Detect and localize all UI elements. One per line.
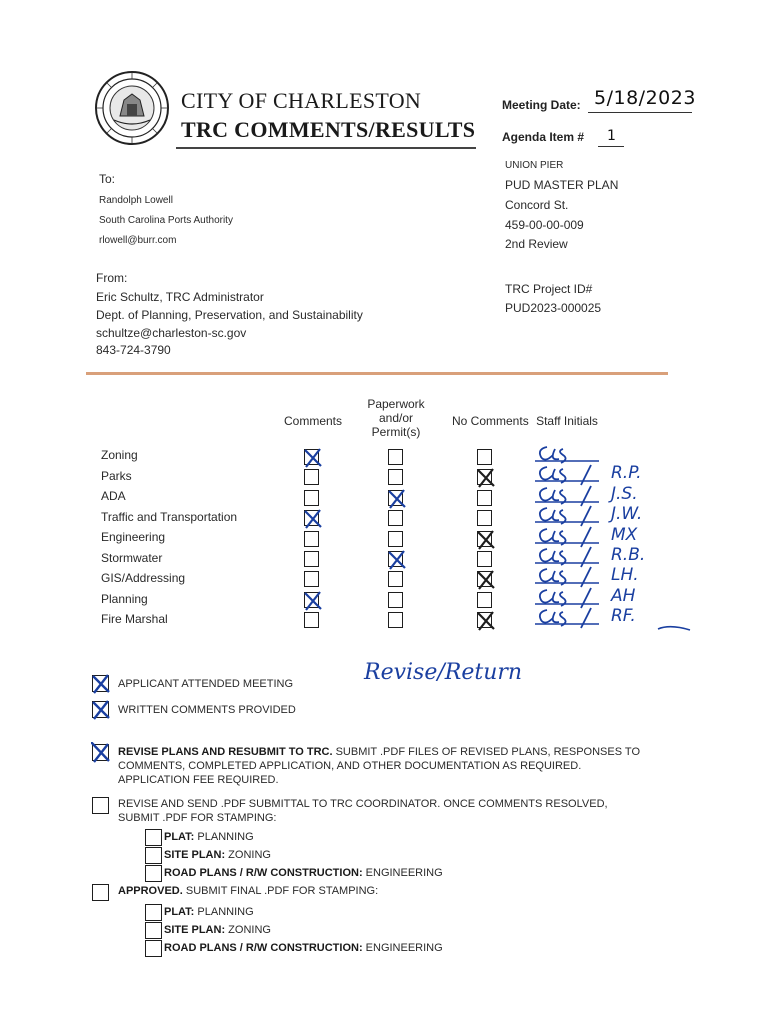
checkbox-ada-comments[interactable] [304,490,319,506]
paperwork-line2: and/or [378,411,414,425]
trc-project-id-value: PUD2023-000025 [505,301,602,315]
approved-plat-checkbox[interactable] [145,904,162,921]
reviewer-initials-stormwater: R.B. [611,545,646,565]
checkbox-planning-no-comments[interactable] [477,592,492,608]
approved-road-plans-label [164,941,443,955]
column-header-no-comments: No Comments [452,414,529,428]
revise-send-road-plans-checkbox[interactable] [145,865,162,882]
checkmark-x-icon [387,488,407,510]
reviewer-initials-traffic-and-transportation: J.W. [611,504,643,524]
approved-plat-bold: PLAT: [164,906,195,918]
reviewer-initials-fire-marshal: RF. [611,606,636,626]
revise-send-plat-label [164,830,254,844]
reviewer-initials-parks: R.P. [611,463,642,483]
approved-plat-label [164,905,254,919]
blank-area [318,702,628,724]
checkmark-x-icon [476,467,496,489]
revise-send-site-plan-checkbox[interactable] [145,847,162,864]
trc-project-id-label: TRC Project ID# [505,282,593,296]
applicant-attended-checkbox[interactable] [92,675,109,692]
plat-bold: PLAT: [164,831,195,843]
checkbox-gis-addressing-paperwork[interactable] [388,571,403,587]
revise-send-checkbox[interactable] [92,797,109,814]
to-label: To: [99,172,116,186]
checkbox-parks-paperwork[interactable] [388,469,403,485]
checkmark-x-icon [476,610,496,632]
section-separator [86,372,668,375]
checkbox-fire-marshal-paperwork[interactable] [388,612,403,628]
column-header-staff-initials: Staff Initials [536,414,598,428]
handwritten-revise-return: Revise/Return [364,660,523,685]
meeting-date-underline [588,112,692,113]
city-seal-logo [94,70,170,146]
checkmark-x-icon [303,447,323,469]
revise-send-road-plans-label [164,866,443,880]
approved-road-plans-checkbox[interactable] [145,940,162,957]
checkmark-x-icon [303,590,323,612]
dept-label-planning: Planning [101,592,148,606]
checkbox-planning-comments[interactable] [304,592,319,608]
checkbox-traffic-and-transportation-no-comments[interactable] [477,510,492,526]
reviewer-initials-ada: J.S. [611,484,638,504]
dept-label-gis: GIS/Addressing [101,571,186,585]
revise-send-text [118,797,608,825]
staff-signature-fire-marshal [533,604,605,630]
agenda-item-underline [598,146,624,147]
checkmark-x-icon [476,529,496,551]
road-plans-text: ENGINEERING [362,867,443,879]
revise-resubmit-line1: SUBMIT .PDF FILES OF REVISED PLANS, RESPONSES TO [332,746,640,758]
revise-resubmit-line3: APPLICATION FEE REQUIRED. [118,774,279,786]
checkbox-ada-paperwork[interactable] [388,490,403,506]
checkbox-zoning-no-comments[interactable] [477,449,492,465]
document-subtitle: TRC COMMENTS/RESULTS [181,117,476,142]
project-tms: 459-00-00-009 [505,218,584,232]
checkbox-traffic-and-transportation-comments[interactable] [304,510,319,526]
checkbox-stormwater-no-comments[interactable] [477,551,492,567]
reviewer-initials-gis-addressing: LH. [611,565,639,585]
reviewer-initials-planning: AH [611,586,636,606]
checkbox-ada-no-comments[interactable] [477,490,492,506]
from-department: Dept. of Planning, Preservation, and Sustainability [96,308,363,322]
approved-site-plan-checkbox[interactable] [145,922,162,939]
revise-send-line1: REVISE AND SEND .PDF SUBMITTAL TO TRC COORDINATOR. ONCE COMMENTS RESOLVED, [118,798,608,810]
revise-send-line2: SUBMIT .PDF FOR STAMPING: [118,812,277,824]
meeting-date-value: 5/18/2023 [594,87,696,109]
to-name: Randolph Lowell [99,195,173,206]
approved-text [118,884,378,898]
checkmark-x-icon [91,673,111,695]
checkmark-x-icon [476,569,496,591]
site-plan-bold: SITE PLAN: [164,849,226,861]
written-comments-checkbox[interactable] [92,701,109,718]
dept-label-stormwater: Stormwater [101,551,163,565]
approved-plat-text: PLANNING [194,906,254,918]
checkmark-x-icon [303,508,323,530]
approved-road-plans-bold: ROAD PLANS / R/W CONSTRUCTION: [164,942,363,954]
paperwork-line1: Paperwork [367,397,425,411]
revise-send-site-plan-label [164,848,271,862]
to-email: rlowell@burr.com [99,235,177,246]
approved-site-plan-bold: SITE PLAN: [164,924,226,936]
dept-label-ada: ADA [101,489,126,503]
checkbox-zoning-comments[interactable] [304,449,319,465]
from-name: Eric Schultz, TRC Administrator [96,290,264,304]
dept-label-engineering: Engineering [101,530,166,544]
project-review: 2nd Review [505,237,568,251]
from-email: schultze@charleston-sc.gov [96,326,247,340]
project-name: UNION PIER [505,160,564,171]
paperwork-line3: Permit(s) [371,425,421,439]
checkmark-x-icon [91,699,111,721]
from-phone: 843-724-3790 [96,343,171,357]
title-divider [176,147,476,149]
revise-resubmit-checkbox[interactable] [92,744,109,761]
approved-checkbox[interactable] [92,884,109,901]
pen-stroke-dash [656,620,692,634]
checkbox-engineering-no-comments[interactable] [477,531,492,547]
from-label: From: [96,271,128,285]
approved-site-plan-text: ZONING [225,924,271,936]
checkmark-x-icon [91,742,111,764]
project-street: Concord St. [505,198,569,212]
checkbox-stormwater-comments[interactable] [304,551,319,567]
approved-road-plans-text: ENGINEERING [362,942,443,954]
checkbox-parks-no-comments[interactable] [477,469,492,485]
dept-label-fire-marshal: Fire Marshal [101,612,168,626]
applicant-attended-label: APPLICANT ATTENDED MEETING [118,678,294,690]
revise-send-plat-checkbox[interactable] [145,829,162,846]
checkbox-gis-addressing-comments[interactable] [304,571,319,587]
dept-label-traffic: Traffic and Transportation [101,510,238,524]
road-plans-bold: ROAD PLANS / R/W CONSTRUCTION: [164,867,363,879]
checkbox-stormwater-paperwork[interactable] [388,551,403,567]
checkbox-fire-marshal-no-comments[interactable] [477,612,492,628]
dept-label-parks: Parks [101,469,132,483]
reviewer-initials-engineering: MX [611,525,638,545]
revise-resubmit-text [118,745,640,787]
checkbox-zoning-paperwork[interactable] [388,449,403,465]
site-plan-text: ZONING [225,849,271,861]
approved-site-plan-label [164,923,271,937]
checkbox-engineering-paperwork[interactable] [388,531,403,547]
document-title: CITY OF CHARLESTON [181,88,422,113]
written-comments-label: WRITTEN COMMENTS PROVIDED [118,704,296,716]
approved-bold: APPROVED. [118,885,183,897]
column-header-comments: Comments [283,414,342,428]
column-header-paperwork [358,397,434,439]
approved-label: SUBMIT FINAL .PDF FOR STAMPING: [182,885,379,897]
agenda-item-value: 1 [607,128,617,144]
to-organization: South Carolina Ports Authority [99,215,233,226]
checkbox-fire-marshal-comments[interactable] [304,612,319,628]
revise-resubmit-line2: COMMENTS, COMPLETED APPLICATION, AND OTHER DOCUMENTATION AS REQUIRED. [118,760,582,772]
agenda-item-label: Agenda Item # [502,130,585,144]
checkbox-planning-paperwork[interactable] [388,592,403,608]
checkmark-x-icon [387,549,407,571]
checkbox-gis-addressing-no-comments[interactable] [477,571,492,587]
revise-resubmit-bold: REVISE PLANS AND RESUBMIT TO TRC. [118,746,333,758]
project-plan: PUD MASTER PLAN [505,178,619,192]
checkbox-engineering-comments[interactable] [304,531,319,547]
checkbox-traffic-and-transportation-paperwork[interactable] [388,510,403,526]
checkbox-parks-comments[interactable] [304,469,319,485]
meeting-date-label: Meeting Date: [502,98,581,112]
dept-label-zoning: Zoning [101,448,138,462]
plat-text: PLANNING [194,831,254,843]
